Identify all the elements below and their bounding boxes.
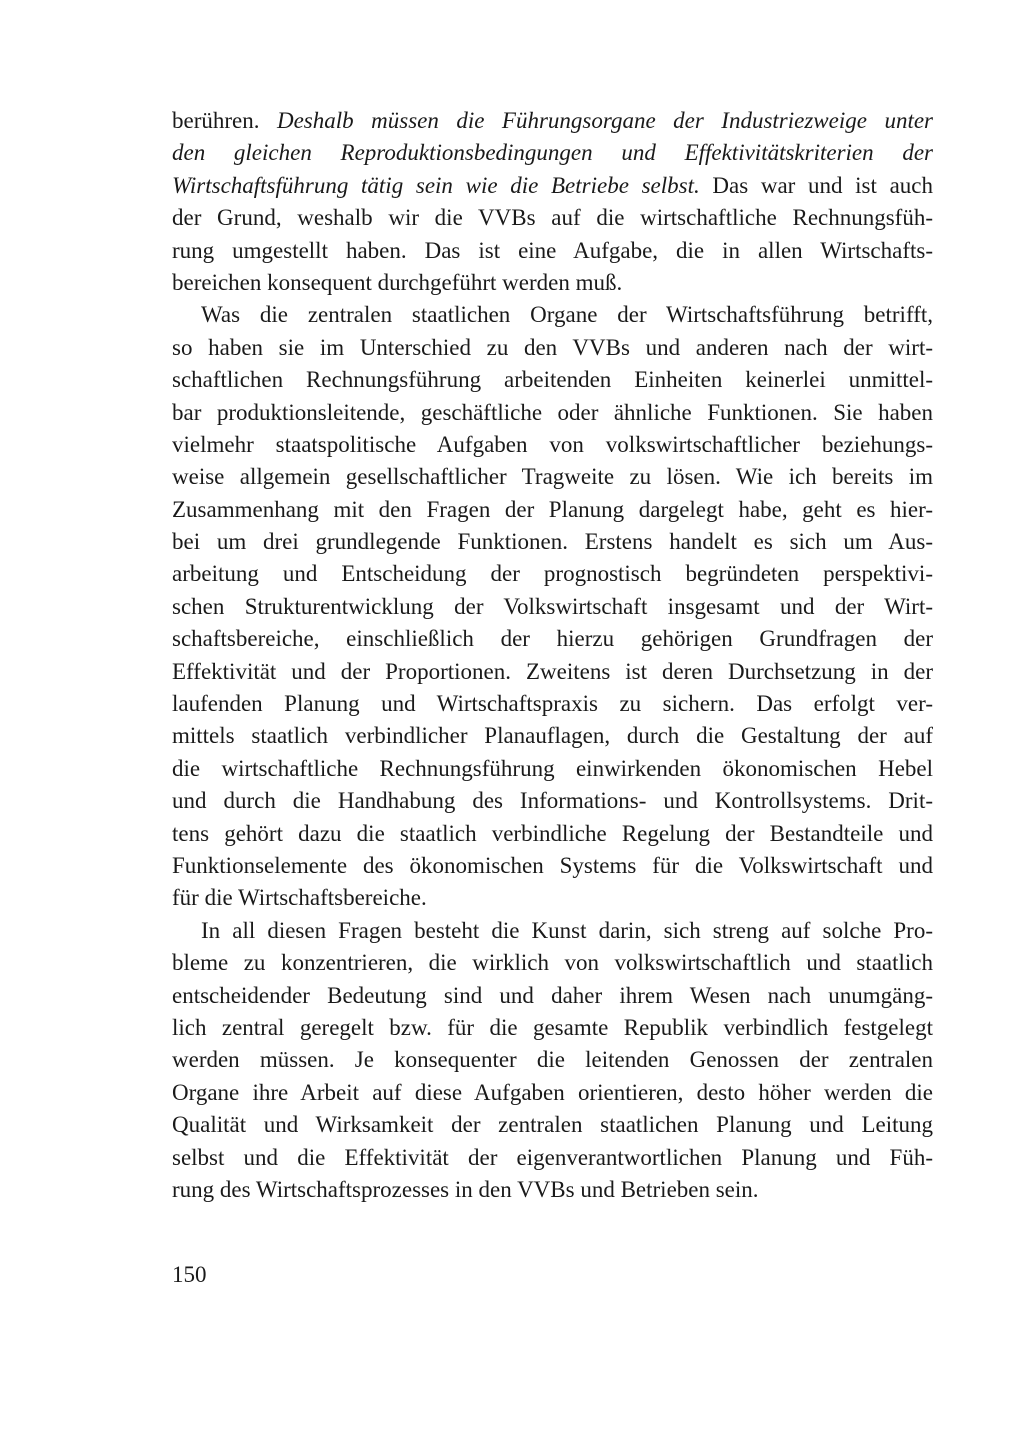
text-line [172, 1044, 933, 1076]
text-line [172, 202, 933, 234]
text-line [172, 980, 933, 1012]
text-segment: und durch die Handhabung des Informations- und Kontrollsystems. Drit- [172, 788, 933, 814]
text-line [172, 1174, 933, 1206]
text-line [172, 785, 933, 817]
text-segment: bereichen konsequent durchgeführt werden muß. [172, 269, 623, 295]
text-segment: schaftlichen Rechnungsführung arbeitenden Einheiten keinerlei unmittel- [172, 367, 933, 393]
text-segment: rung des Wirtschaftsprozesses in den VVBs und Betrieben sein. [172, 1176, 759, 1202]
text-line [172, 1109, 933, 1141]
text-segment: schaftsbereiche, einschließlich der hierzu gehörigen Grundfragen der [172, 626, 933, 652]
text-segment: weise allgemein gesellschaftlicher Tragweite zu lösen. Wie ich bereits im [172, 464, 933, 490]
text-segment: Was die zentralen staatlichen Organe der Wirtschaftsführung betrifft, [201, 302, 933, 328]
text-line [172, 170, 933, 202]
text-segment: bar produktionsleitende, geschäftliche oder ähnliche Funktionen. Sie haben [172, 399, 933, 425]
text-line [172, 299, 933, 331]
text-line [172, 267, 933, 299]
text-segment: rung umgestellt haben. Das ist eine Aufgabe, die in allen Wirtschafts- [172, 237, 933, 263]
text-line [172, 720, 933, 752]
text-segment: In all diesen Fragen besteht die Kunst darin, sich streng auf solche Pro- [201, 917, 933, 943]
text-line [172, 623, 933, 655]
text-segment: Zusammenhang mit den Fragen der Planung dargelegt habe, geht es hier- [172, 496, 933, 522]
text-segment: Effektivität und der Proportionen. Zweitens ist deren Durchsetzung in der [172, 658, 933, 684]
text-segment: Organe ihre Arbeit auf diese Aufgaben orientieren, desto höher werden die [172, 1079, 933, 1105]
text-line [172, 1142, 933, 1174]
text-segment: entscheidender Bedeutung sind und daher ihrem Wesen nach unumgäng- [172, 982, 933, 1008]
text-line [172, 947, 933, 979]
text-line [172, 850, 933, 882]
text-line [172, 397, 933, 429]
text-segment: Qualität und Wirksamkeit der zentralen staatlichen Planung und Leitung [172, 1112, 933, 1138]
text-segment: so haben sie im Unterschied zu den VVBs und anderen nach der wirt- [172, 334, 933, 360]
text-line [172, 461, 933, 493]
text-segment: berühren. [172, 108, 277, 133]
text-segment: Das war und ist auch [699, 172, 933, 198]
text-segment: selbst und die Effektivität der eigenverantwortlichen Planung und Füh- [172, 1144, 933, 1170]
text-line [172, 332, 933, 364]
text-segment: laufenden Planung und Wirtschaftspraxis zu sichern. Das erfolgt ver- [172, 691, 933, 717]
text-line [172, 1077, 933, 1109]
text-line [172, 688, 933, 720]
text-segment: für die Wirtschaftsbereiche. [172, 885, 427, 911]
text-segment: mittels staatlich verbindlicher Planauflagen, durch die Gestaltung der auf [172, 723, 933, 749]
text-line [172, 818, 933, 850]
text-segment: schen Strukturentwicklung der Volkswirtschaft insgesamt und der Wirt- [172, 593, 933, 619]
text-line [172, 591, 933, 623]
text-segment: bleme zu konzentrieren, die wirklich von volkswirtschaftlich und staatlich [172, 950, 933, 976]
text-line [172, 364, 933, 396]
text-segment: vielmehr staatspolitische Aufgaben von volkswirtschaftlicher beziehungs- [172, 431, 933, 457]
text-line [172, 882, 933, 914]
italic-text: Deshalb müssen die Führungsorgane der Industriezweige unter [276, 108, 933, 133]
text-line [172, 1012, 933, 1044]
text-segment: die wirtschaftliche Rechnungsführung einwirkenden ökonomischen Hebel [172, 755, 933, 781]
text-line [172, 137, 933, 169]
text-segment: werden müssen. Je konsequenter die leitenden Genossen der zentralen [172, 1047, 933, 1073]
text-line [172, 558, 933, 590]
text-segment: lich zentral geregelt bzw. für die gesamte Republik verbindlich festgelegt [172, 1014, 933, 1040]
text-line [172, 429, 933, 461]
text-line [172, 656, 933, 688]
text-segment: bei um drei grundlegende Funktionen. Erstens handelt es sich um Aus- [172, 529, 933, 555]
body-text [172, 105, 933, 1206]
text-line [172, 105, 933, 137]
text-line [172, 526, 933, 558]
italic-text: den gleichen Reproduktionsbedingungen und Effektivitätskriterien der [172, 140, 933, 166]
text-line [172, 915, 933, 947]
text-segment: Funktionselemente des ökonomischen Systems für die Volkswirtschaft und [172, 852, 933, 878]
italic-text: Wirtschaftsführung tätig sein wie die Betriebe selbst. [172, 172, 700, 198]
text-line [172, 494, 933, 526]
text-line [172, 235, 933, 267]
text-segment: tens gehört dazu die staatlich verbindliche Regelung der Bestandteile und [172, 820, 933, 846]
page-number: 150 [172, 1262, 207, 1287]
text-segment: arbeitung und Entscheidung der prognostisch begründeten perspektivi- [172, 561, 933, 587]
text-segment: der Grund, weshalb wir die VVBs auf die wirtschaftliche Rechnungsfüh- [172, 205, 933, 231]
text-line [172, 753, 933, 785]
